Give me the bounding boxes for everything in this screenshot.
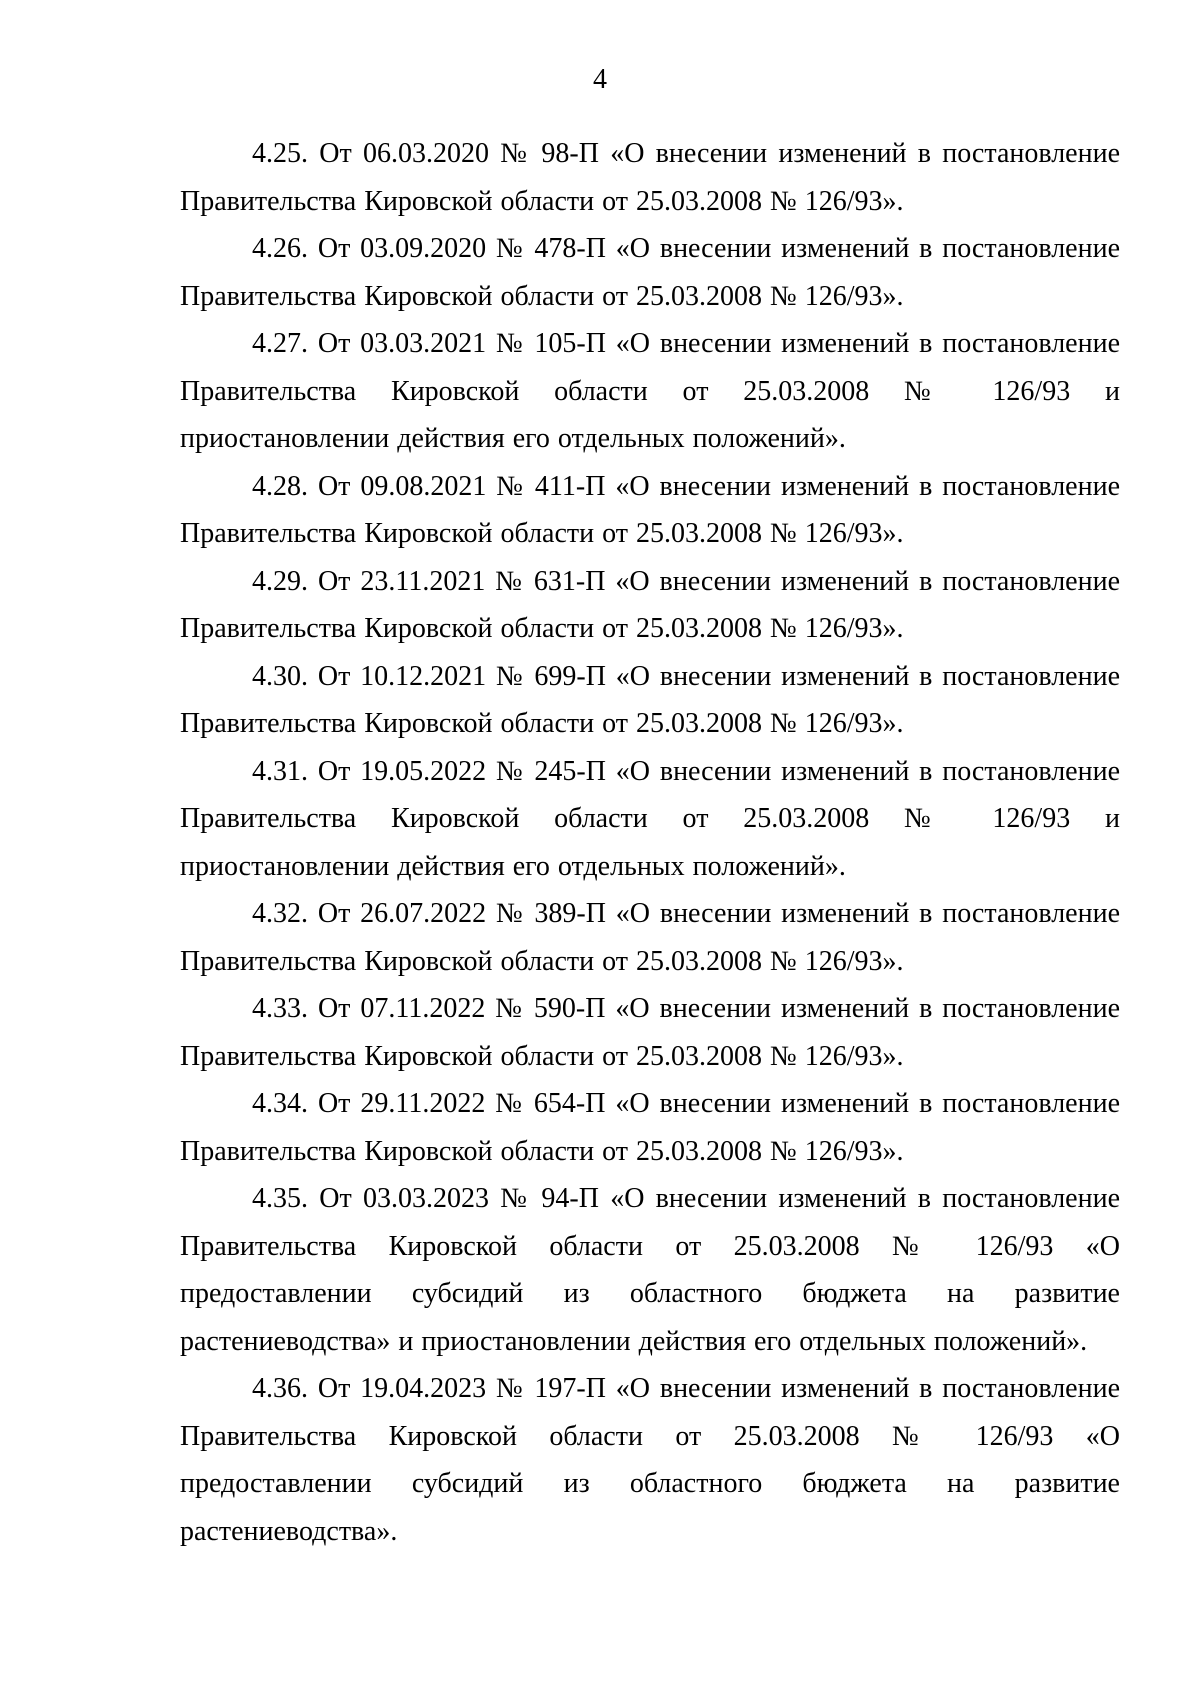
- list-item-4-28: 4.28. От 09.08.2021 № 411-П «О внесении изменений в постановление Правительства Кировской области от 25.03.2008 № 126/93».: [180, 470, 1120, 549]
- list-item-4-33: 4.33. От 07.11.2022 № 590-П «О внесении изменений в постановление Правительства Кировской области от 25.03.2008 № 126/93».: [180, 993, 1120, 1072]
- list-item-4-26: 4.26. От 03.09.2020 № 478-П «О внесении изменений в постановление Правительства Кировской области от 25.03.2008 № 126/93».: [180, 233, 1120, 312]
- list-item-4-35: 4.35. От 03.03.2023 № 94-П «О внесении изменений в постановление Правительства Кировской области от 25.03.2008 № 126/93 «О предоставлении субсидий из областного бюджета на развитие растениеводства» и приостановлении действия его отдельных положений».: [180, 1183, 1120, 1357]
- list-item-4-34: 4.34. От 29.11.2022 № 654-П «О внесении изменений в постановление Правительства Кировской области от 25.03.2008 № 126/93».: [180, 1088, 1120, 1167]
- document-body: [180, 130, 1120, 1555]
- list-item-4-32: 4.32. От 26.07.2022 № 389-П «О внесении изменений в постановление Правительства Кировской области от 25.03.2008 № 126/93».: [180, 898, 1120, 977]
- list-item-4-36: 4.36. От 19.04.2023 № 197-П «О внесении изменений в постановление Правительства Кировской области от 25.03.2008 № 126/93 «О предоставлении субсидий из областного бюджета на развитие растениеводства».: [180, 1373, 1120, 1547]
- page-number: 4: [593, 64, 607, 95]
- list-item-4-25: 4.25. От 06.03.2020 № 98-П «О внесении изменений в постановление Правительства Кировской области от 25.03.2008 № 126/93».: [180, 138, 1120, 217]
- list-item-4-29: 4.29. От 23.11.2021 № 631-П «О внесении изменений в постановление Правительства Кировской области от 25.03.2008 № 126/93».: [180, 565, 1120, 644]
- list-item-4-27: 4.27. От 03.03.2021 № 105-П «О внесении изменений в постановление Правительства Кировской области от 25.03.2008 № 126/93 и приостановлении действия его отдельных положений».: [180, 328, 1120, 454]
- list-item-4-30: 4.30. От 10.12.2021 № 699-П «О внесении изменений в постановление Правительства Кировской области от 25.03.2008 № 126/93».: [180, 660, 1120, 739]
- list-item-4-31: 4.31. От 19.05.2022 № 245-П «О внесении изменений в постановление Правительства Кировской области от 25.03.2008 № 126/93 и приостановлении действия его отдельных положений».: [180, 755, 1120, 882]
